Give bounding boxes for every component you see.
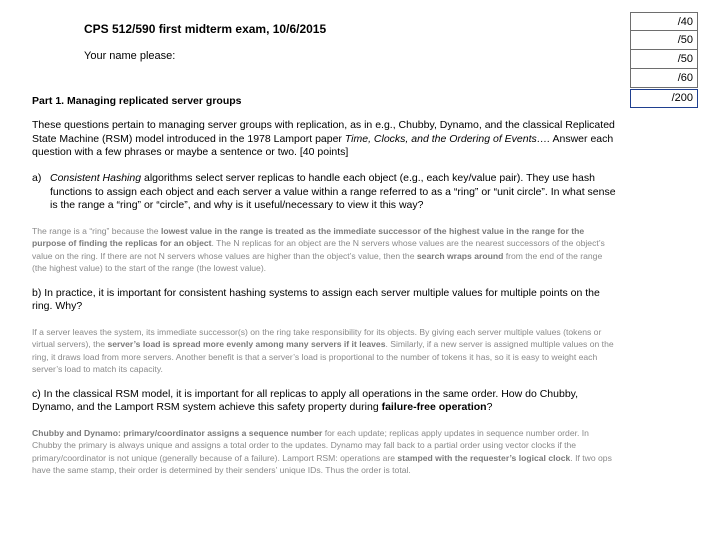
answer-b bbox=[32, 326, 616, 376]
answer-text: . The N replicas for an object are the N servers whose values are the nearest successors of the object’s value on the ring. If there are not N servers whose values are higher than the object’s value, then the bbox=[32, 238, 605, 261]
score-table bbox=[630, 12, 698, 88]
exam-title: CPS 512/590 first midterm exam, 10/6/2015 bbox=[84, 22, 327, 36]
name-prompt: Your name please: bbox=[84, 50, 176, 62]
part-intro bbox=[32, 119, 616, 160]
answer-text: . If two ops have the same stamp, their order is determined by their senders’ unique IDs. Thus the order is total. bbox=[32, 452, 612, 476]
score-cell: /40 bbox=[630, 12, 698, 31]
score-cell: /60 bbox=[630, 69, 698, 88]
exam-content bbox=[32, 95, 616, 489]
question-text: c) In the classical RSM model, it is important for all replicas to apply all operations in the same order. How do Chubby, Dynamo, and the Lamport RSM system achieve this safety property during bbox=[32, 387, 579, 414]
answer-text: If a server leaves the system, its immediate successor(s) on the ring take responsibility for its objects. By giving each server multiple values (tokens or virtual servers), the bbox=[32, 326, 602, 350]
answer-text: . Similarly, if a new server is assigned multiple values on the ring, it draws load from more servers. Another benefit is that a server’s load is proportional to the number of tokens it has, so it is easy to weight each server’s load to match its capacity. bbox=[32, 339, 614, 375]
score-cell: /50 bbox=[630, 31, 698, 50]
question-body: algorithms select server replicas to handle each object (e.g., each key/value pair). They use hash functions to assign each object and each server a value within a range referred to as a “ring” or “unit circle”. In what sense is the range a “ring” or “circle”, and why is it useful/necessary to view it this way? bbox=[50, 171, 616, 212]
answer-emphasis: server’s load is spread more evenly among many servers if it leaves bbox=[107, 339, 386, 350]
question-emphasis: failure-free operation bbox=[381, 401, 487, 414]
answer-a bbox=[32, 225, 616, 275]
question-label: a) bbox=[32, 171, 42, 184]
answer-c bbox=[32, 427, 616, 477]
answer-emphasis: Chubby and Dynamo: primary/coordinator assigns a sequence number bbox=[32, 428, 323, 439]
answer-emphasis: search wraps around bbox=[416, 250, 504, 261]
part-heading: Part 1. Managing replicated server groups bbox=[32, 95, 242, 107]
question-text: ? bbox=[486, 401, 493, 414]
answer-emphasis: stamped with the requester’s logical clock bbox=[397, 452, 571, 463]
score-total: /200 bbox=[630, 89, 698, 108]
question-a bbox=[32, 172, 616, 213]
answer-text: The range is a “ring” because the bbox=[32, 225, 161, 236]
question-b: b) In practice, it is important for consistent hashing systems to assign each server multiple values for multiple points on the ring. Why? bbox=[32, 286, 600, 313]
answer-text: for each update; replicas apply updates in sequence number order. In Chubby the primary is always unique and assigns a total order to the updates. Dynamo may fall back to a partial order using vector clocks if the primary/coordinator is not unique (generally because of a failure). Lamport RSM: operations are bbox=[32, 428, 589, 463]
answer-emphasis: lowest value in the range is treated as the immediate successor of the highest value in the range for the purpose of finding the replicas for an object bbox=[32, 225, 585, 249]
intro-text: These questions pertain to managing server groups with replication, as in e.g., Chubby, Dynamo, and the classical Replicated State Machine (RSM) model introduced in the 1978 Lamport paper bbox=[32, 119, 615, 145]
question-c bbox=[32, 388, 616, 415]
answer-text: from the end of the range (the highest value) to the start of the range (the lowest value). bbox=[32, 250, 603, 274]
term: Consistent Hashing bbox=[50, 171, 142, 184]
score-cell: /50 bbox=[630, 50, 698, 69]
intro-text: Answer each question with a few phrases or maybe a sentence or two. [40 points] bbox=[32, 132, 614, 159]
paper-title: Time, Clocks, and the Ordering of Events…. bbox=[344, 132, 551, 145]
question-text bbox=[50, 172, 616, 213]
